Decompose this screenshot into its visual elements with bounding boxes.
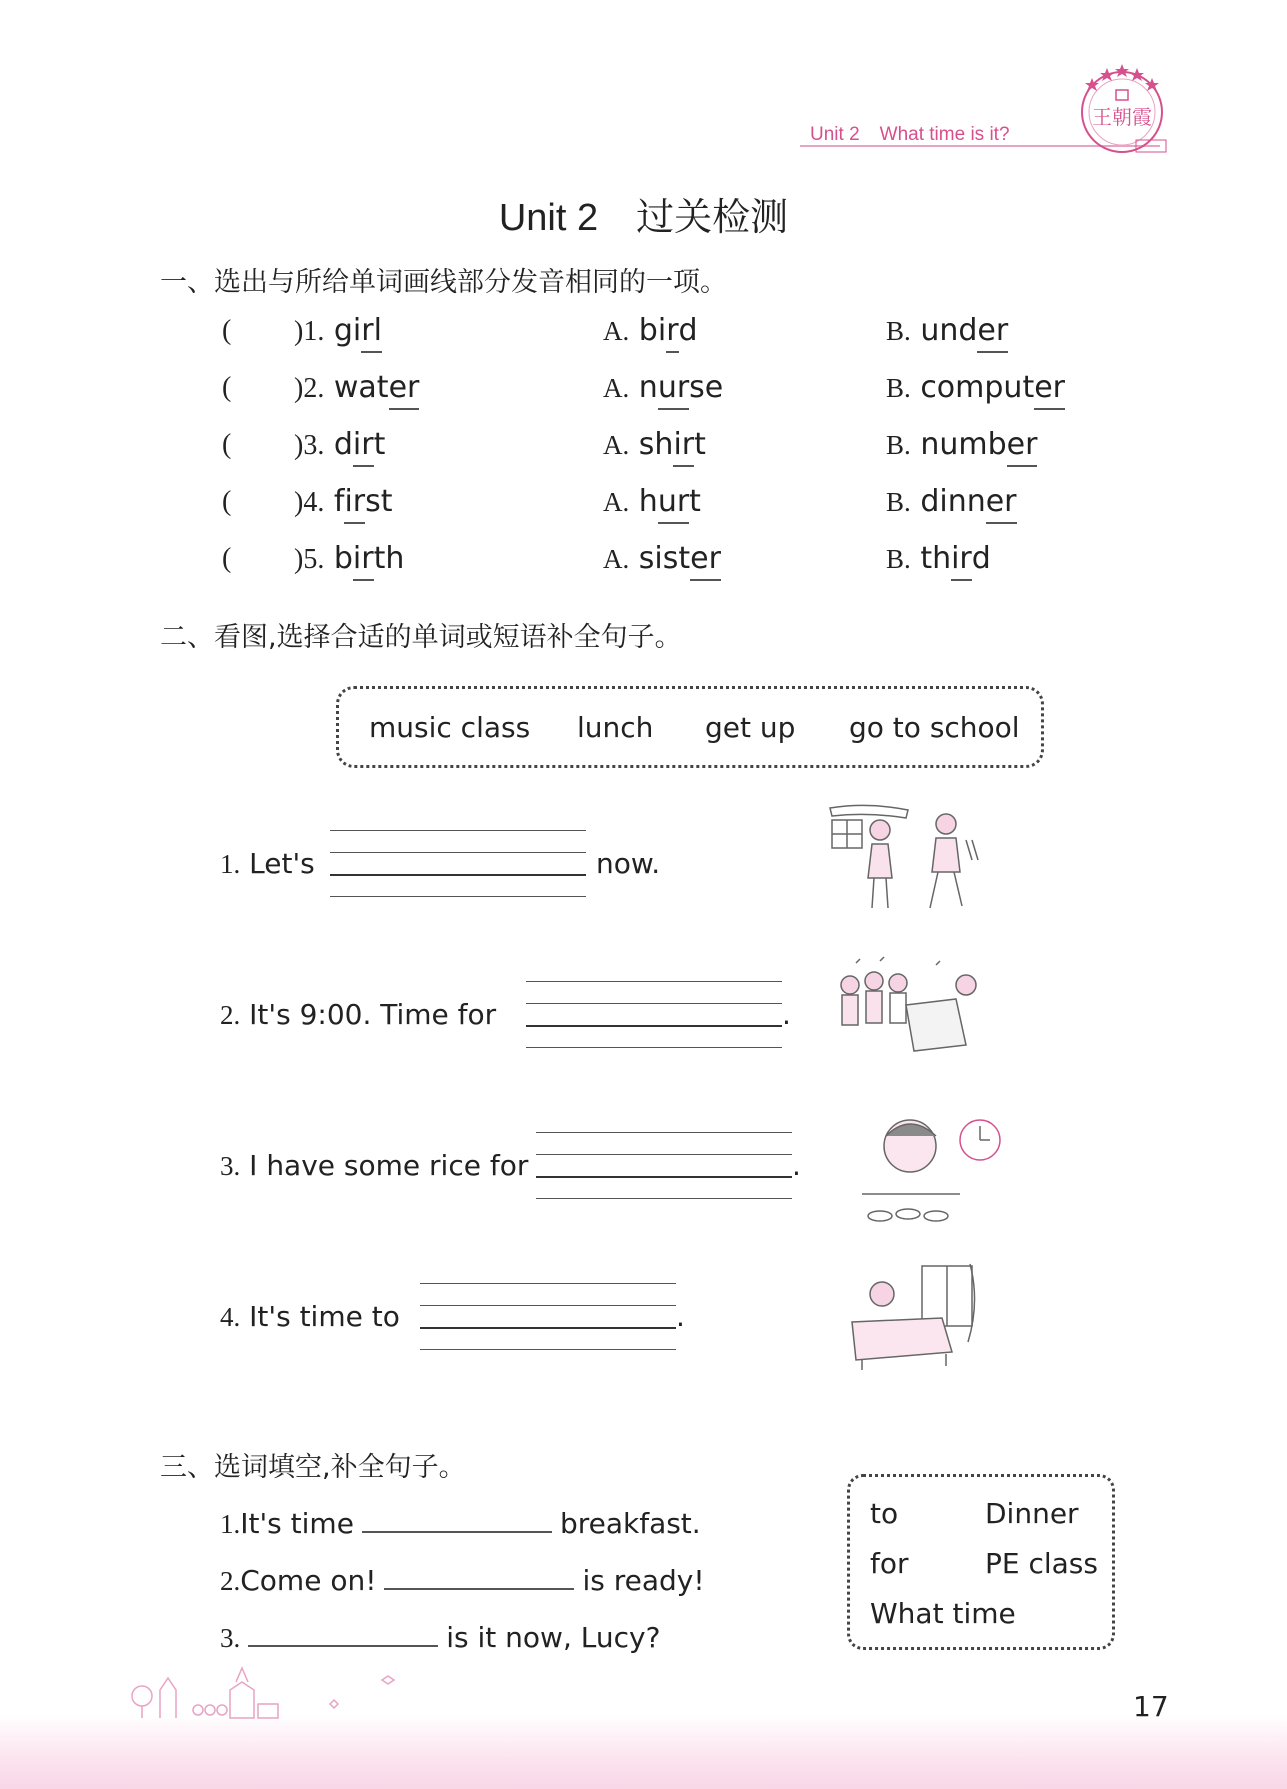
word-part: und (920, 313, 978, 348)
s2-sentence-4 (220, 1300, 400, 1333)
word-part: wat (333, 370, 389, 405)
sentence-end: . (676, 1300, 685, 1333)
page-number: 17 (1133, 1690, 1169, 1723)
sentence-start: I have some rice for (249, 1149, 529, 1182)
answer-blank[interactable] (362, 1503, 552, 1533)
option-item: PE class (985, 1547, 1098, 1580)
word-part: d (678, 313, 698, 348)
answer-blank[interactable] (248, 1617, 438, 1647)
sentence-end: . (792, 1149, 801, 1182)
option-a (603, 370, 723, 405)
option-b (886, 313, 1008, 348)
option-letter: A. (603, 373, 630, 403)
option-b (886, 370, 1065, 405)
underlined-part: er (690, 541, 721, 576)
page-title (0, 186, 1287, 241)
underlined-part: er (1034, 370, 1066, 405)
answer-writing-lines[interactable] (536, 1132, 792, 1202)
option-a (603, 484, 701, 519)
s2-sentence-1 (220, 847, 315, 880)
word-bank-item: lunch (577, 711, 654, 744)
word-part: comput (920, 370, 1035, 405)
word-part: t (373, 427, 386, 462)
option-item: to (870, 1497, 899, 1530)
publisher-logo (1072, 60, 1172, 156)
running-header (810, 124, 1010, 146)
header-subtitle: What time is it? (879, 124, 1010, 145)
underlined-part: er (977, 313, 1009, 348)
sentence-start: It's time to (249, 1300, 400, 1333)
question-word (294, 370, 419, 405)
kids-going-to-school-picture (828, 800, 988, 915)
question-word (294, 313, 382, 348)
word-part: numb (920, 427, 1007, 462)
title-text: 过关检测 (636, 197, 789, 239)
s2-sentence-2 (220, 998, 496, 1031)
footer-band (0, 1715, 1287, 1789)
word-part: st (365, 484, 393, 519)
underlined-part: er (388, 370, 420, 405)
music-class-picture (836, 955, 986, 1065)
question-word (294, 541, 404, 576)
answer-paren[interactable]: ( (222, 486, 232, 517)
option-item: Dinner (985, 1497, 1079, 1530)
answer-writing-lines[interactable] (526, 981, 782, 1051)
sentence-end: is ready! (582, 1564, 705, 1597)
option-letter: B. (886, 316, 911, 346)
sentence-end: . (782, 998, 791, 1031)
underlined-part: ir (352, 541, 374, 576)
sentence-end: breakfast. (559, 1507, 701, 1540)
word-part: se (689, 370, 724, 405)
sentence-start: It's time (240, 1507, 354, 1540)
option-a (603, 541, 721, 576)
word-part: d (971, 541, 991, 576)
word-part: d (333, 427, 353, 462)
word-part: bi (638, 313, 667, 348)
sentence-end: now. (596, 847, 661, 880)
word-bank (336, 686, 1044, 768)
item-number: 1. (220, 1509, 241, 1539)
answer-paren[interactable]: ( (222, 372, 232, 403)
option-letter: B. (886, 487, 911, 517)
item-number: 1. (220, 849, 241, 879)
question-number: )2. (294, 373, 325, 404)
underlined-part: r (666, 313, 679, 348)
option-a (603, 427, 706, 462)
svg-text:王朝霞: 王朝霞 (1092, 105, 1152, 129)
sentence-start: Let's (249, 847, 315, 880)
question-number: )4. (294, 487, 325, 518)
section2-heading: 二、看图,选择合适的单词或短语补全句子。 (160, 622, 682, 653)
option-item: for (870, 1547, 909, 1580)
s2-sentence-3 (220, 1149, 528, 1182)
answer-writing-lines[interactable] (420, 1283, 676, 1353)
item-number: 4. (220, 1302, 241, 1332)
question-number: )1. (294, 316, 325, 347)
word-part: th (920, 541, 952, 576)
option-letter: A. (603, 316, 630, 346)
option-letter: A. (603, 544, 630, 574)
sentence-start: Come on! (240, 1564, 377, 1597)
word-part: t (694, 427, 706, 462)
word-part: gi (333, 313, 362, 348)
word-part: sh (638, 427, 674, 462)
underlined-part: ir (344, 484, 366, 519)
section1-heading: 一、选出与所给单词画线部分发音相同的一项。 (160, 267, 727, 298)
option-a (603, 313, 698, 348)
underlined-part: ir (673, 427, 695, 462)
header-unit: Unit 2 (810, 124, 860, 145)
word-bank-item: get up (705, 711, 796, 744)
question-word (294, 427, 385, 462)
word-part: dinn (920, 484, 986, 519)
underlined-part: rl (361, 313, 382, 348)
word-bank-item: music class (369, 711, 531, 744)
option-letter: B. (886, 430, 911, 460)
option-letter: B. (886, 544, 911, 574)
item-number: 3. (220, 1623, 241, 1653)
option-b (886, 484, 1017, 519)
castle-decoration-icon (120, 1660, 440, 1720)
word-part: sist (638, 541, 691, 576)
option-item: What time (870, 1597, 1016, 1630)
question-number: )3. (294, 430, 325, 461)
answer-paren[interactable]: ( (222, 315, 232, 346)
answer-paren[interactable]: ( (222, 429, 232, 460)
option-b (886, 541, 991, 576)
item-number: 3. (220, 1151, 241, 1181)
s3-sentence-1 (220, 1503, 701, 1540)
lunch-picture (860, 1106, 1010, 1231)
word-bank-item: go to school (849, 711, 1020, 744)
underlined-part: ur (657, 370, 690, 405)
s3-sentence-2 (220, 1560, 705, 1597)
option-letter: B. (886, 373, 911, 403)
underlined-part: er (1006, 427, 1038, 462)
sentence-end: is it now, Lucy? (446, 1621, 661, 1654)
section3-heading: 三、选词填空,补全句子。 (160, 1452, 466, 1483)
answer-writing-lines[interactable] (330, 830, 586, 900)
sentence-start: It's 9:00. Time for (249, 998, 497, 1031)
underlined-part: er (985, 484, 1017, 519)
question-word (294, 484, 393, 519)
word-part: n (638, 370, 658, 405)
getting-up-picture (842, 1262, 982, 1374)
s3-sentence-3 (220, 1617, 660, 1654)
underlined-part: ur (657, 484, 690, 519)
option-b (886, 427, 1037, 462)
answer-blank[interactable] (384, 1560, 574, 1590)
underlined-part: ir (951, 541, 972, 576)
word-part: f (333, 484, 345, 519)
title-unit: Unit 2 (498, 197, 599, 239)
word-part: th (373, 541, 405, 576)
word-part: t (689, 484, 701, 519)
option-letter: A. (603, 430, 630, 460)
answer-paren[interactable]: ( (222, 543, 232, 574)
underlined-part: ir (352, 427, 374, 462)
item-number: 2. (220, 1566, 241, 1596)
option-letter: A. (603, 487, 630, 517)
option-box (847, 1474, 1115, 1650)
question-number: )5. (294, 544, 325, 575)
word-part: b (333, 541, 353, 576)
word-part: h (638, 484, 658, 519)
item-number: 2. (220, 1000, 241, 1030)
